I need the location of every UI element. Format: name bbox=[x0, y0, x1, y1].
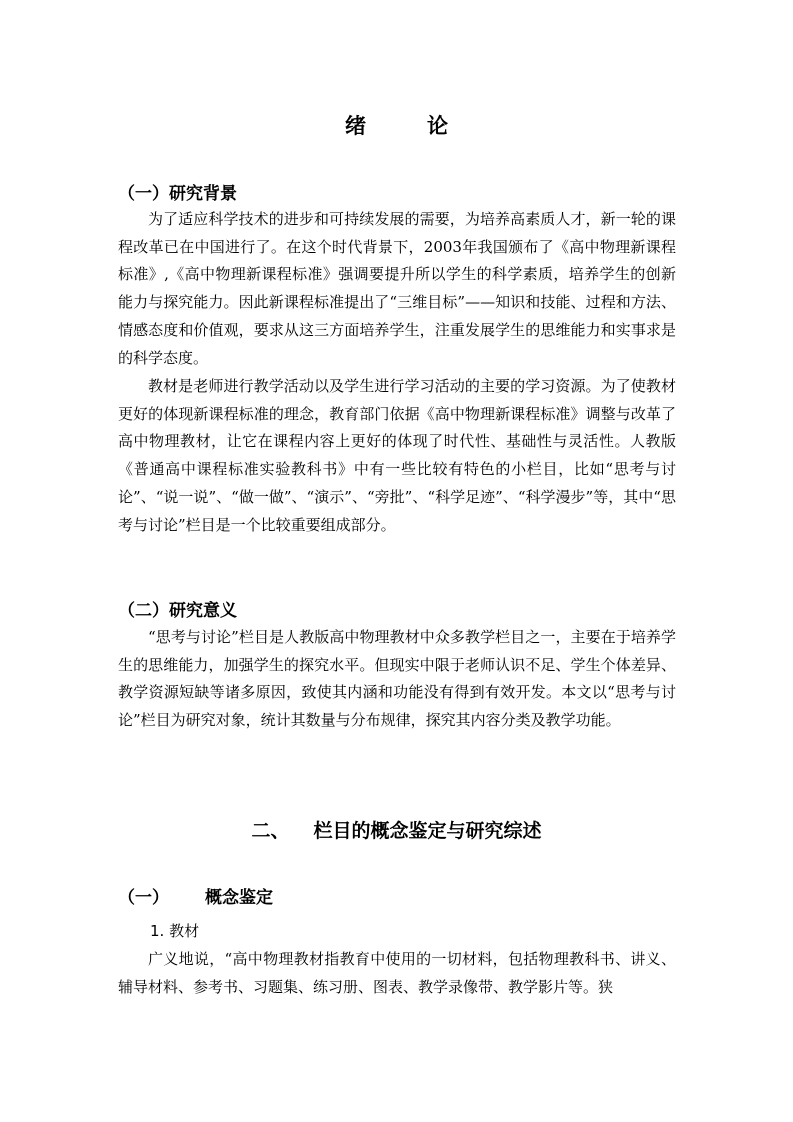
item-heading-textbook: 1. 教材 bbox=[150, 922, 200, 940]
subsection-title: 概念鉴定 bbox=[205, 888, 273, 908]
paragraph-textbook: 广义地说，“高中物理教材指教育中使用的一切材料，包括物理教科书、讲义、辅导材料、参考书、习题集、练习册、图表、教学录像带、教学影片等。狭 bbox=[118, 950, 676, 996]
paragraph-background-2: 教材是老师进行教学活动以及学生进行学习活动的主要的学习资源。为了使教材更好的体现新课程标准的理念，教育部门依据《高中物理新课程标准》调整与改革了高中物理教材，让它在课程内容上更好的体现了时代性、基础性与灵活性。人教版《普通高中课程标准实验教科书》中有一些比较有特色的小栏目，比如“思考与讨论”、“说一说”、“做一做”、“演示”、“旁批”、“科学足迹”、“科学漫步”等，其中“思考与讨论”栏目是一个比较重要组成部分。 bbox=[118, 377, 676, 534]
chapter-title: 栏目的概念鉴定与研究综述 bbox=[313, 820, 542, 842]
paragraph-background-1: 为了适应科学技术的进步和可持续发展的需要，为培养高素质人才，新一轮的课程改革已在中国进行了。在这个时代背景下，2003年我国颁布了《高中物理新课程标准》,《高中物理新课程标准》强调要提升所以学生的科学素质，培养学生的创新能力与探究能力。因此新课程标准提出了“三维目标”——知识和技能、过程和方法、情感态度和价值观，要求从这三方面培养学生，注重发展学生的思维能力和实事求是的科学态度。 bbox=[118, 210, 676, 367]
subsection-number: （一） bbox=[118, 888, 169, 908]
section-heading-background: （一）研究背景 bbox=[118, 184, 237, 204]
chapter-heading bbox=[0, 816, 793, 843]
page-title: 绪 论 bbox=[345, 114, 468, 138]
section-heading-significance: （二）研究意义 bbox=[118, 601, 237, 621]
paragraph-significance: “思考与讨论”栏目是人教版高中物理教材中众多教学栏目之一，主要在于培养学生的思维能力，加强学生的探究水平。但现实中限于老师认识不足、学生个体差异、教学资源短缺等诸多原因，致使其内涵和功能没有得到有效开发。本文以“思考与讨论”栏目为研究对象，统计其数量与分布规律，探究其内容分类及教学功能。 bbox=[118, 628, 676, 730]
subsection-heading bbox=[118, 883, 273, 908]
chapter-number: 二、 bbox=[251, 820, 290, 842]
